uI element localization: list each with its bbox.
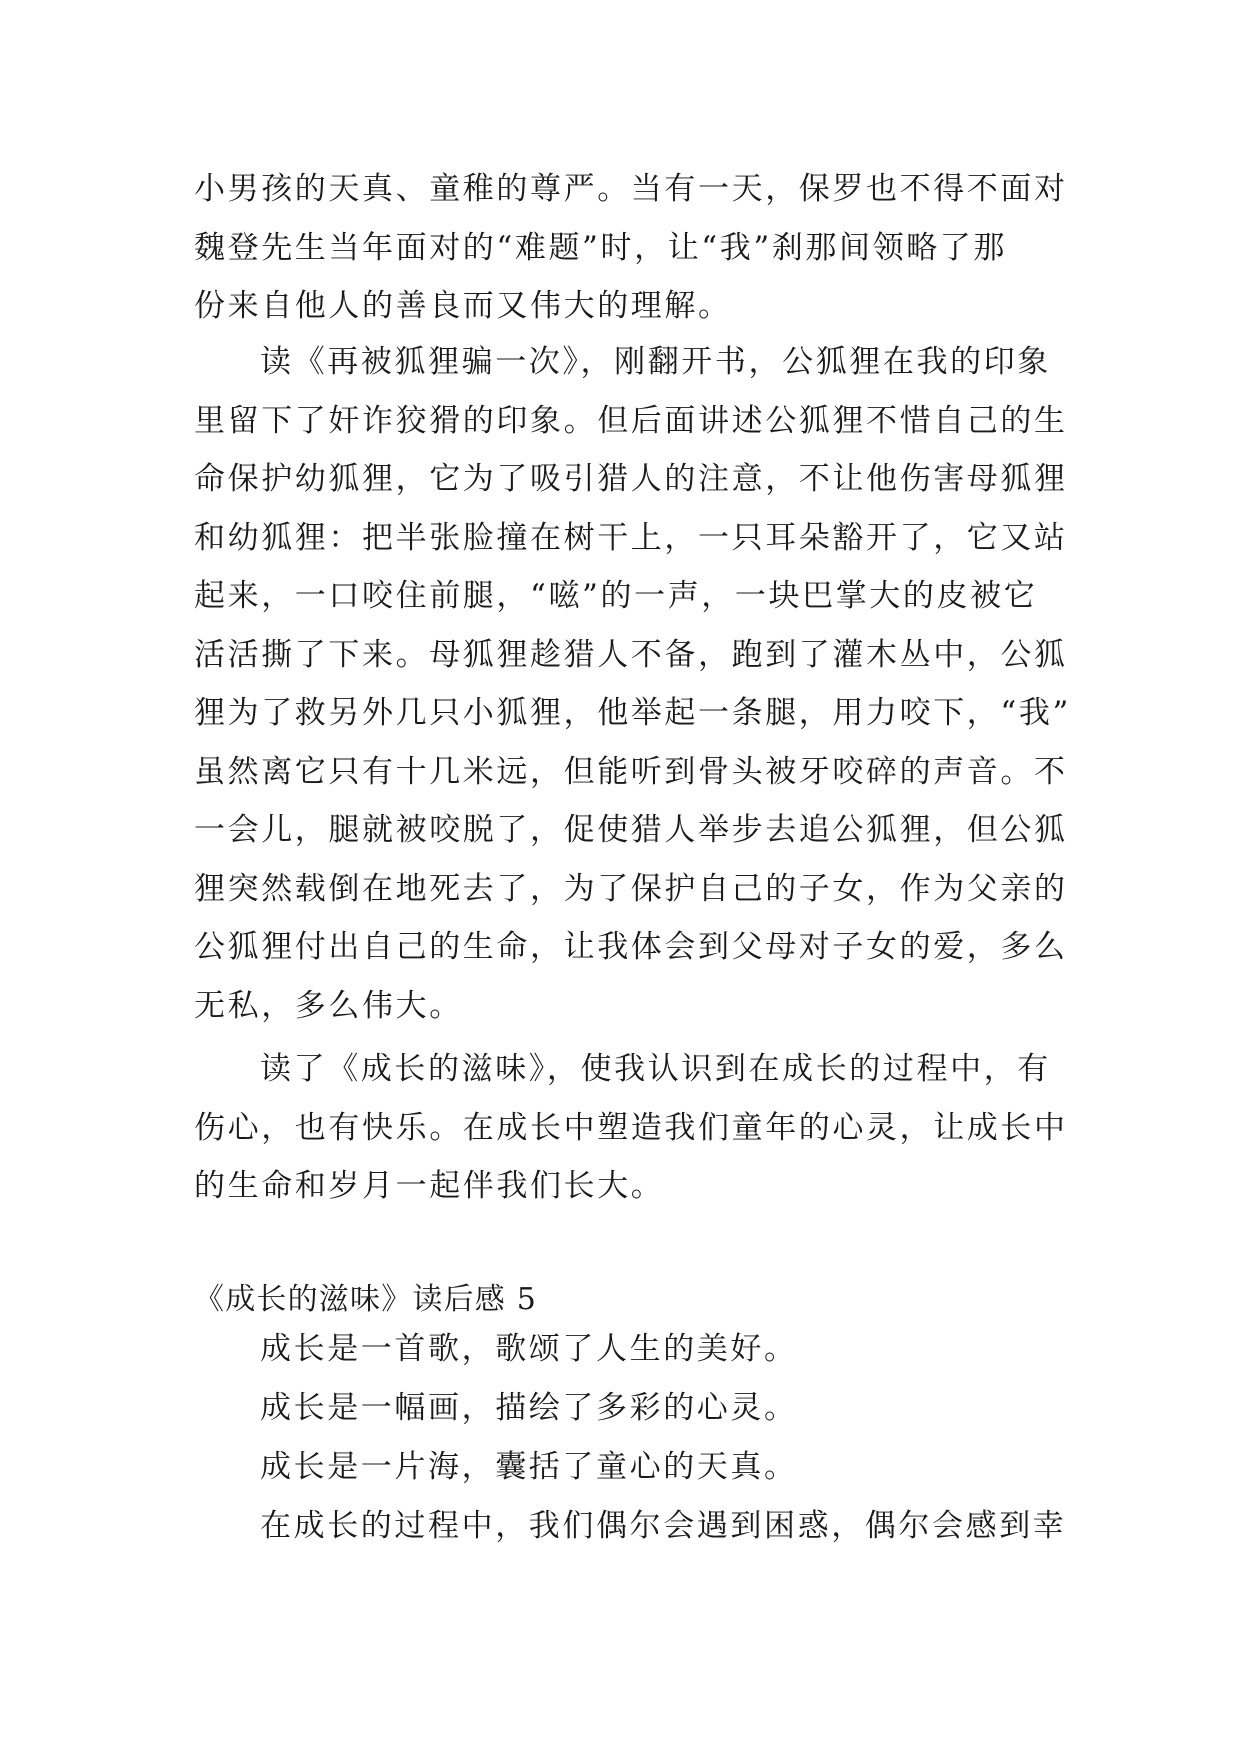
text-line: 活活撕了下来。母狐狸趁猎人不备，跑到了灌木丛中，公狐 xyxy=(194,636,1068,673)
paragraph-fox-story xyxy=(194,333,1071,1035)
text-line: 伤心，也有快乐。在成长中塑造我们童年的心灵，让成长中 xyxy=(194,1109,1068,1146)
text-line: 成长是一片海，囊括了童心的天真。 xyxy=(260,1449,798,1485)
text-line: 的生命和岁月一起伴我们长大。 xyxy=(194,1168,665,1204)
paragraph-conclusion xyxy=(194,1040,1068,1216)
text-line: 狸突然载倒在地死去了，为了保护自己的子女，作为父亲的 xyxy=(194,870,1068,907)
section-heading: 《成长的滋味》读后感 5 xyxy=(194,1282,538,1317)
text-line: 魏登先生当年面对的“难题”时，让“我”刹那间领略了那 xyxy=(194,229,1007,266)
text-line: 公狐狸付出自己的生命，让我体会到父母对子女的爱，多么 xyxy=(194,929,1068,965)
text-line: 在成长的过程中，我们偶尔会遇到困惑，偶尔会感到幸 xyxy=(260,1508,1067,1544)
section-5-body xyxy=(194,1320,1067,1556)
text-line: 里留下了奸诈狡猾的印象。但后面讲述公狐狸不惜自己的生 xyxy=(194,402,1068,439)
text-line: 成长是一幅画，描绘了多彩的心灵。 xyxy=(260,1390,798,1426)
text-line: 虽然离它只有十几米远，但能听到骨头被牙咬碎的声音。不 xyxy=(194,753,1068,790)
text-line: 一会儿，腿就被咬脱了，促使猎人举步去追公狐狸，但公狐 xyxy=(194,812,1068,848)
text-line: 读《再被狐狸骗一次》，刚翻开书，公狐狸在我的印象 xyxy=(260,344,1051,380)
text-line: 小男孩的天真、童稚的尊严。当有一天，保罗也不得不面对 xyxy=(194,171,1068,207)
text-line: 狸为了救另外几只小狐狸，他举起一条腿，用力咬下，“我” xyxy=(194,695,1071,731)
text-line: 起来，一口咬住前腿，“嗞”的一声，一块巴掌大的皮被它 xyxy=(194,578,1038,614)
text-line: 无私，多么伟大。 xyxy=(194,987,463,1024)
text-line: 和幼狐狸：把半张脸撞在树干上，一只耳朵豁开了，它又站 xyxy=(194,519,1068,556)
text-line: 命保护幼狐狸，它为了吸引猎人的注意，不让他伤害母狐狸 xyxy=(194,461,1068,497)
text-line: 份来自他人的善良而又伟大的理解。 xyxy=(194,288,732,324)
text-line: 读了《成长的滋味》，使我认识到在成长的过程中，有 xyxy=(260,1051,1051,1087)
paragraph-continuation xyxy=(194,160,1068,336)
text-line: 成长是一首歌，歌颂了人生的美好。 xyxy=(260,1331,798,1367)
